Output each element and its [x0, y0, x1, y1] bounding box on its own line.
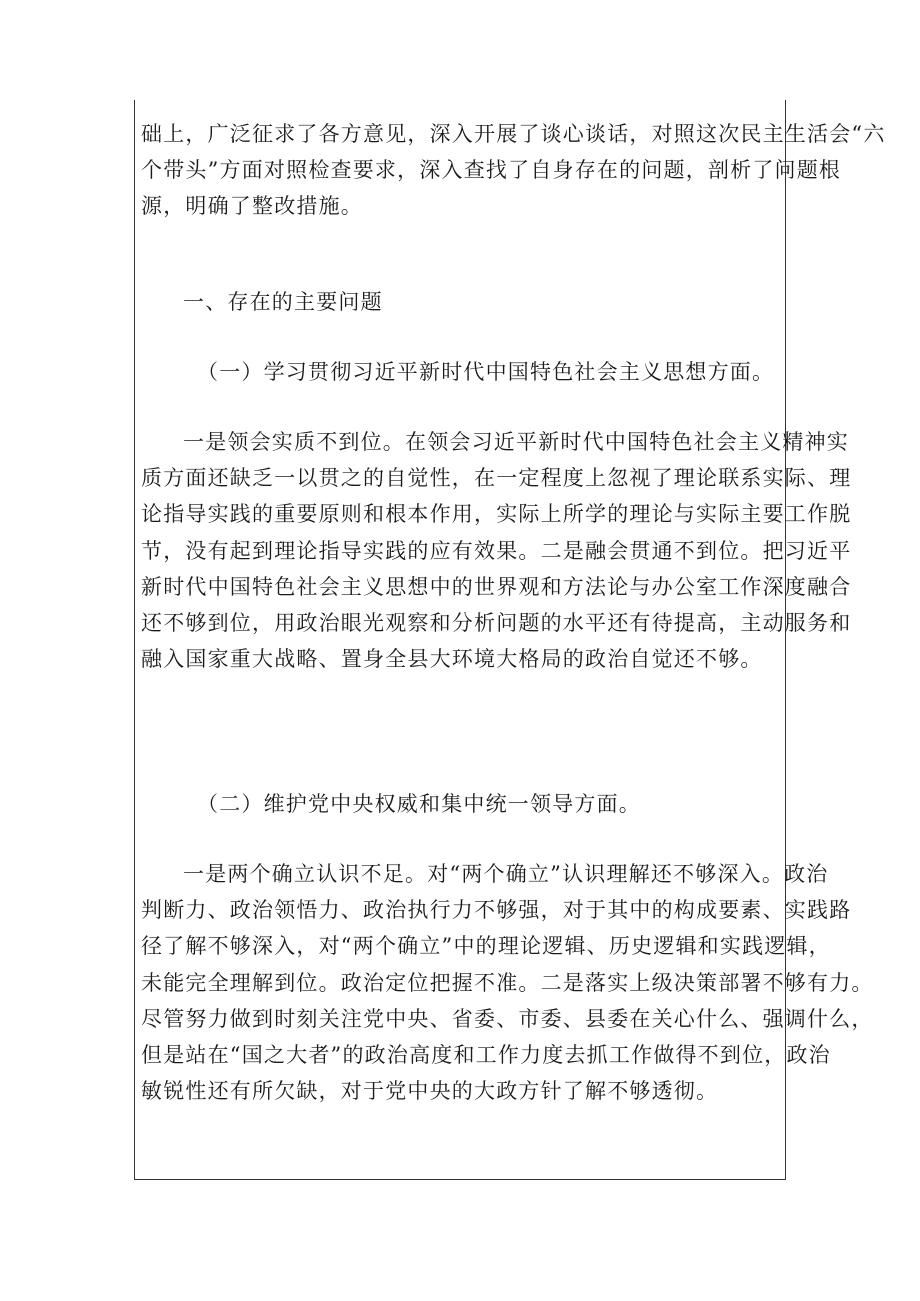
section1-line: 节，没有起到理论指导实践的应有效果。二是融会贯通不到位。把习近平 [141, 538, 852, 563]
section2-line: 但是站在“国之大者”的政治高度和工作力度去抓工作做得不到位，政治 [141, 1042, 831, 1067]
section1-line: 质方面还缺乏一以贯之的自觉性，在一定程度上忽视了理论联系实际、理 [141, 466, 852, 491]
subheading-one [141, 354, 783, 390]
section-heading [141, 284, 783, 320]
heading-main-problems: 一、存在的主要问题 [183, 290, 383, 314]
section1-line: 新时代中国特色社会主义思想中的世界观和方法论与办公室工作深度融合 [141, 574, 852, 599]
section2-line: 尽管努力做到时刻关注党中央、省委、市委、县委在关心什么、强调什么， [141, 1006, 874, 1031]
section2-line: 径了解不够深入，对“两个确立”中的理论逻辑、历史逻辑和实践逻辑， [141, 934, 831, 959]
section1-line: 一是领会实质不到位。在领会习近平新时代中国特色社会主义精神实 [183, 430, 849, 454]
subheading-study: （一）学习贯彻习近平新时代中国特色社会主义思想方面。 [197, 360, 775, 384]
section2-line: 判断力、政治领悟力、政治执行力不够强，对于其中的构成要素、实践路 [141, 898, 852, 923]
section2-line: 敏锐性还有所欠缺，对于党中央的大政方针了解不够透彻。 [141, 1079, 719, 1104]
intro-line: 源，明确了整改措施。 [141, 194, 363, 219]
section1-line: 还不够到位，用政治眼光观察和分析问题的水平还有待提高，主动服务和 [141, 610, 852, 635]
section-one-paragraph [141, 424, 852, 677]
section2-line: 未能完全理解到位。政治定位把握不准。二是落实上级决策部署不够有力。 [141, 970, 874, 995]
intro-paragraph [141, 116, 886, 225]
intro-line: 个带头”方面对照检查要求，深入查找了自身存在的问题，剖析了问题根 [141, 158, 842, 183]
intro-line: 础上，广泛征求了各方意见，深入开展了谈心谈话，对照这次民主生活会“六 [141, 122, 886, 146]
section1-line: 论指导实践的重要原则和根本作用，实际上所学的理论与实际主要工作脱 [141, 502, 852, 527]
section2-line: 一是两个确立认识不足。对“两个确立”认识理解还不够深入。政治 [183, 862, 829, 886]
section-two-paragraph [141, 856, 874, 1109]
subheading-two [141, 786, 783, 822]
subheading-authority: （二）维护党中央权威和集中统一领导方面。 [197, 792, 641, 816]
section1-line: 融入国家重大战略、置身全县大环境大格局的政治自觉还不够。 [141, 647, 763, 672]
